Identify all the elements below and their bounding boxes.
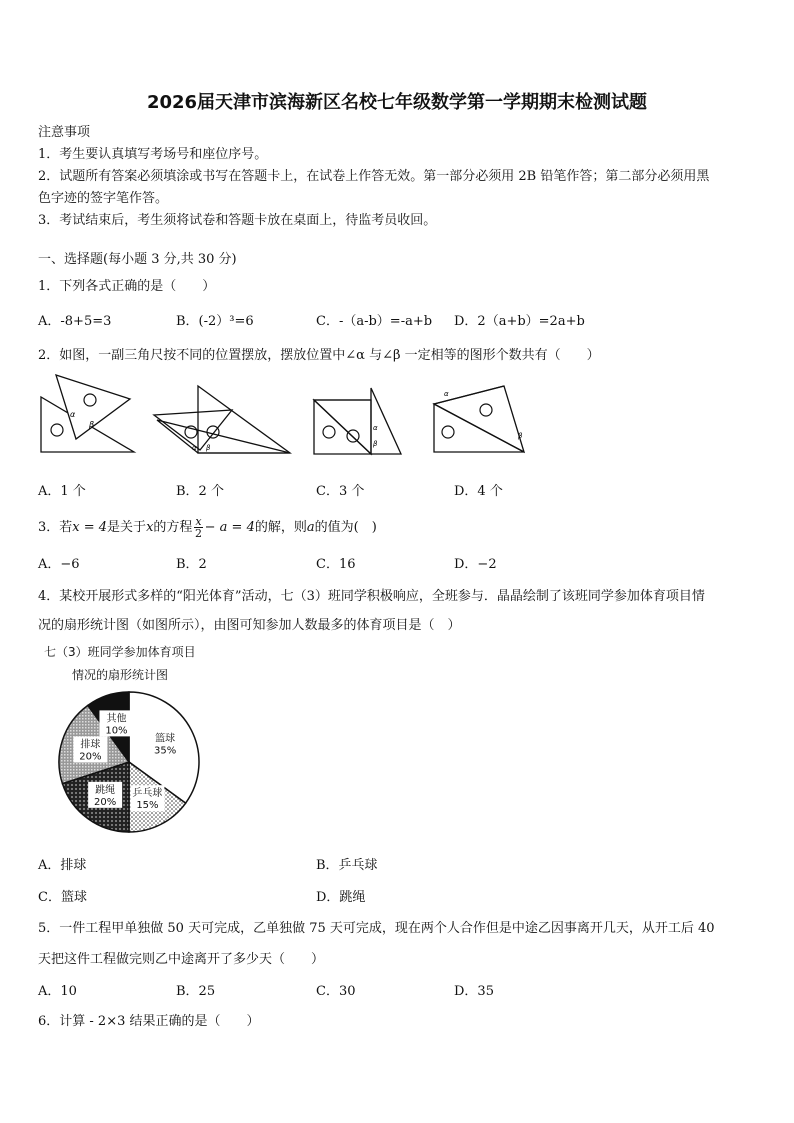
notice-item: 色字迹的签字笔作答。 [38, 191, 169, 206]
q3-text: 是关于 [107, 520, 147, 535]
q3-math: − a = 4 [204, 520, 255, 535]
beta-label: β [89, 420, 95, 429]
q5-option-b: B．25 [176, 984, 216, 999]
q3-fraction [194, 516, 202, 539]
pie-slice-value: 10% [105, 725, 128, 737]
pie-slice-value: 35% [154, 745, 177, 757]
q1-option-a: A．-8+5=3 [38, 314, 112, 329]
chart-title-line1: 七（3）班同学参加体育项目 [44, 645, 196, 659]
q5-option-c: C．30 [316, 984, 356, 999]
q2-figure-4 [430, 382, 530, 456]
q3-option-b: B．2 [176, 557, 207, 572]
pie-slice-value: 20% [79, 751, 102, 763]
q2-option-a: A．1 个 [38, 484, 86, 499]
beta-label: β [206, 444, 211, 452]
alpha-label: α [444, 390, 449, 398]
q1-option-d: D．2（a+b）=2a+b [454, 314, 585, 329]
question-1-stem: 1．下列各式正确的是（ ） [38, 279, 216, 294]
q5-option-d: D．35 [454, 984, 494, 999]
page-title: 2026届天津市滨海新区名校七年级数学第一学期期末检测试题 [146, 92, 648, 113]
beta-label: β [373, 440, 378, 448]
q3-text: 的解，则 [254, 520, 307, 535]
question-6-stem: 6．计算 - 2×3 结果正确的是（ ） [38, 1014, 260, 1029]
q2-option-d: D．4 个 [454, 484, 503, 499]
q3-text: 的方程 [153, 520, 193, 535]
question-4-stem-cont: 况的扇形统计图（如图所示），由图可知参加人数最多的体育项目是（ ） [38, 618, 461, 633]
pie-slice-value: 20% [94, 796, 117, 808]
q4-option-a: A．排球 [38, 858, 87, 873]
q4-option-d: D．跳绳 [316, 890, 366, 905]
q3-option-d: D．−2 [454, 557, 497, 572]
chart-title-line2: 情况的扇形统计图 [72, 668, 169, 682]
q2-figure-1 [38, 372, 138, 456]
question-5-stem-cont: 天把这件工程做完则乙中途离开了多少天（ ） [38, 952, 325, 967]
question-4-stem: 4．某校开展形式多样的“阳光体育”活动，七（3）班同学积极响应，全班参与．晶晶绘制了该班同学参加体育项目情 [38, 589, 705, 604]
pie-slice-name: 乒乓球 [132, 788, 163, 800]
q3-option-a: A．−6 [38, 557, 80, 572]
fraction-denominator: 2 [195, 527, 203, 540]
q4-option-b: B．乒乓球 [316, 858, 378, 873]
q2-figure-3 [311, 386, 407, 458]
q1-option-c: C．-（a-b）=-a+b [316, 314, 433, 329]
q3-math: a [306, 520, 315, 535]
alpha-label: α [70, 410, 76, 419]
alpha-label: α [373, 424, 378, 432]
section-heading: 一、选择题(每小题 3 分,共 30 分) [38, 252, 237, 267]
pie-slice-value: 15% [136, 800, 159, 812]
pie-slice-name: 篮球 [155, 733, 176, 745]
notice-item: 1．考生要认真填写考场号和座位序号。 [38, 147, 268, 162]
q3-text: 的值为( ) [314, 520, 377, 535]
fraction-numerator: x [195, 515, 202, 528]
q5-option-a: A．10 [38, 984, 77, 999]
alpha-label: α [192, 444, 197, 452]
q3-math: x [146, 520, 154, 535]
q3-option-c: C．16 [316, 557, 356, 572]
q1-option-b: B．(-2）³=6 [176, 314, 254, 329]
notice-heading: 注意事项 [38, 125, 91, 140]
notice-item: 3．考试结束后，考生须将试卷和答题卡放在桌面上，待监考员收回。 [38, 213, 437, 228]
question-2-stem: 2．如图，一副三角尺按不同的位置摆放，摆放位置中∠α 与∠β 一定相等的图形个数共有（ ） [38, 348, 600, 363]
question-5-stem: 5．一件工程甲单独做 50 天可完成，乙单独做 75 天可完成，现在两个人合作但是中途乙因事离开几天，从开工后 40 [38, 921, 715, 936]
question-3-stem [38, 516, 377, 539]
beta-label: β [518, 432, 523, 440]
pie-slice-name: 跳绳 [95, 784, 116, 796]
pie-slice-name: 排球 [80, 739, 101, 751]
q2-option-c: C．3 个 [316, 484, 365, 499]
q3-text: 3．若 [38, 520, 73, 535]
q3-math: x = 4 [72, 520, 108, 535]
q4-option-c: C．篮球 [38, 890, 87, 905]
pie-slice-name: 其他 [106, 713, 127, 725]
pie-chart [55, 688, 203, 836]
q2-figure-2 [152, 380, 294, 456]
notice-item: 2．试题所有答案必须填涂或书写在答题卡上，在试卷上作答无效。第一部分必须用 2B 铅笔作答；第二部分必须用黑 [38, 169, 710, 184]
q2-option-b: B．2 个 [176, 484, 224, 499]
